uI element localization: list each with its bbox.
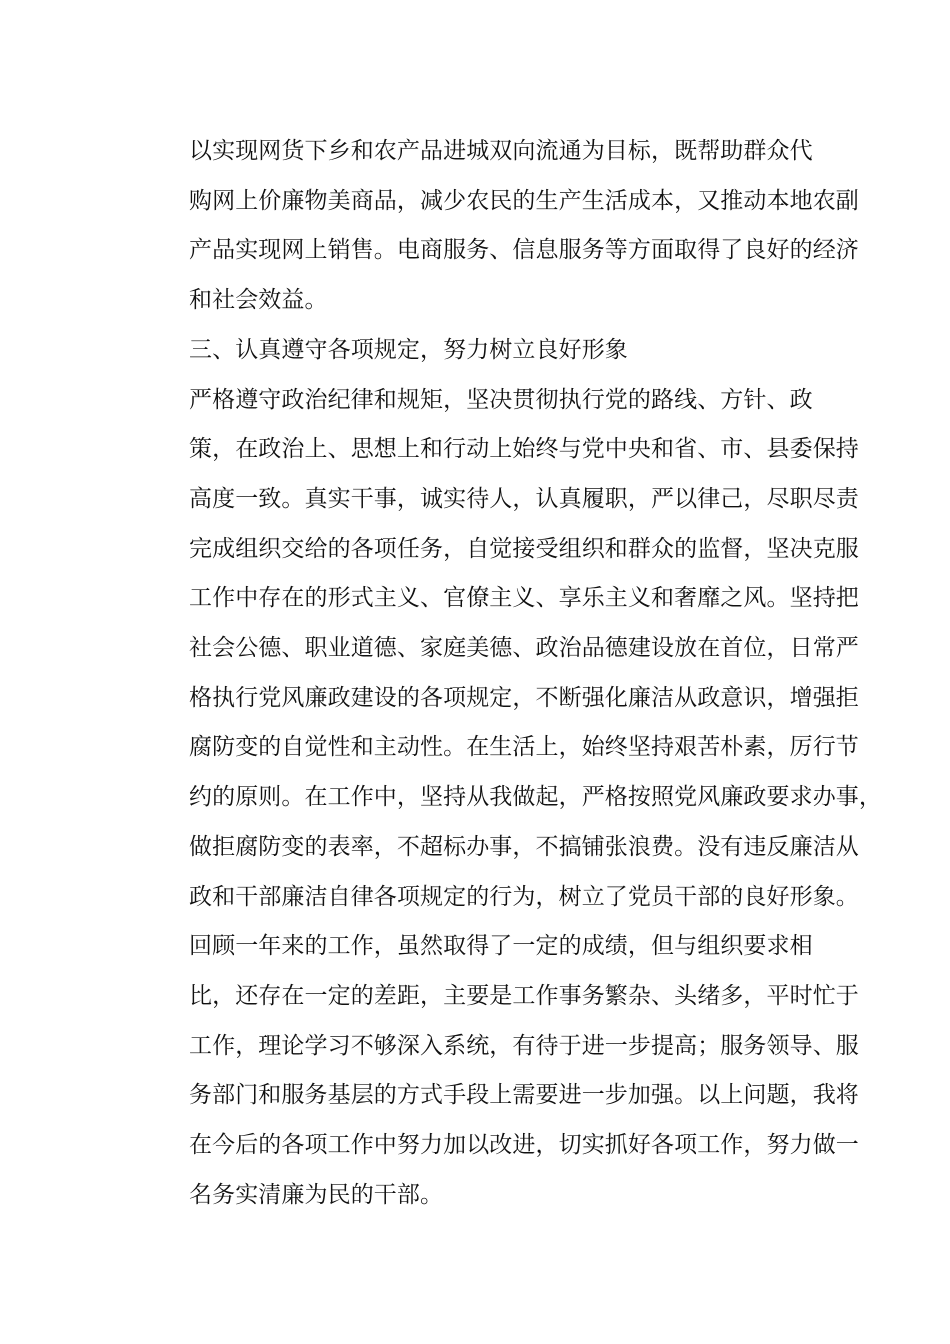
section-heading-text: 三、认真遵守各项规定，努力树立良好形象	[189, 336, 628, 363]
text-line: 工作，理论学习不够深入系统，有待于进一步提高；服务领导、服	[189, 1032, 859, 1059]
text-line: 购网上价廉物美商品，减少农民的生产生活成本，又推动本地农副	[189, 187, 859, 214]
paragraph-ecommerce	[143, 127, 859, 326]
document-body	[143, 127, 882, 1220]
text-line: 高度一致。真实干事，诚实待人，认真履职，严以律己，尽职尽责	[189, 485, 859, 512]
text-line: 策，在政治上、思想上和行动上始终与党中央和省、市、县委保持	[189, 436, 859, 463]
text-line: 和社会效益。	[189, 287, 328, 314]
text-line: 约的原则。在工作中，坚持从我做起，严格按照党风廉政要求办事，	[189, 784, 882, 811]
paragraph-discipline	[143, 376, 882, 923]
text-line: 严格遵守政治纪律和规矩，坚决贯彻执行党的路线、方针、政	[189, 386, 813, 413]
text-line: 政和干部廉洁自律各项规定的行为，树立了党员干部的良好形象。	[189, 883, 859, 910]
text-line: 做拒腐防变的表率，不超标办事，不搞铺张浪费。没有违反廉洁从	[189, 833, 859, 860]
text-line: 格执行党风廉政建设的各项规定，不断强化廉洁从政意识，增强拒	[189, 684, 859, 711]
text-line: 腐防变的自觉性和主动性。在生活上，始终坚持艰苦朴素，厉行节	[189, 734, 859, 761]
text-line: 名务实清廉为民的干部。	[189, 1181, 444, 1208]
section-heading-three	[143, 326, 807, 376]
text-line: 产品实现网上销售。电商服务、信息服务等方面取得了良好的经济	[189, 237, 859, 264]
text-line: 回顾一年来的工作，虽然取得了一定的成绩，但与组织要求相	[189, 933, 813, 960]
paragraph-review	[143, 922, 859, 1220]
text-line: 在今后的各项工作中努力加以改进，切实抓好各项工作，努力做一	[189, 1132, 859, 1159]
text-line: 工作中存在的形式主义、官僚主义、享乐主义和奢靡之风。坚持把	[189, 585, 859, 612]
text-line: 比，还存在一定的差距，主要是工作事务繁杂、头绪多，平时忙于	[189, 982, 859, 1009]
text-line: 以实现网货下乡和农产品进城双向流通为目标，既帮助群众代	[189, 138, 813, 164]
text-line: 社会公德、职业道德、家庭美德、政治品德建设放在首位，日常严	[189, 635, 859, 662]
text-line: 完成组织交给的各项任务，自觉接受组织和群众的监督，坚决克服	[189, 535, 859, 562]
text-line: 务部门和服务基层的方式手段上需要进一步加强。以上问题，我将	[189, 1082, 859, 1109]
